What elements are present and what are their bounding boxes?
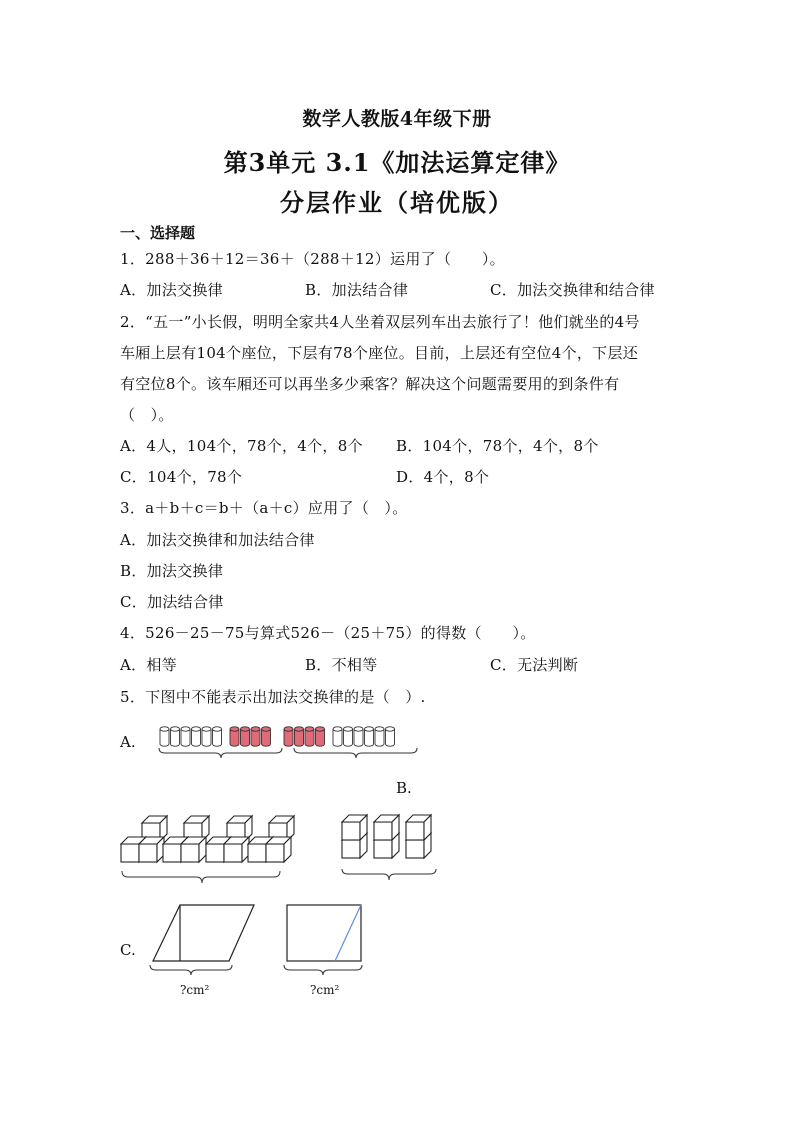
q2-stem-line-3: 有空位8个。该车厢还可以再坐多少乘客？解决这个问题需要用的到条件有 — [120, 375, 620, 393]
doc-subtitle: 分层作业（培优版） — [280, 188, 514, 217]
brace-rectangle — [284, 965, 362, 975]
q1-option-b: B．加法结合律 — [305, 281, 409, 299]
rectangle-shape — [287, 905, 361, 961]
q2-option-a: A．4人，104个，78个，4个，8个 — [120, 437, 363, 455]
q5-stem: 5．下图中不能表示出加法交换律的是（ ）. — [120, 688, 426, 706]
q4-option-a: A．相等 — [120, 656, 178, 674]
q2-stem-line-1: 2．“五一”小长假，明明全家共4人坐着双层列车出去旅行了！他们就坐的4号 — [120, 313, 640, 331]
q4-stem: 4．526－25－75与算式526－（25＋75）的得数（ ）。 — [120, 624, 536, 642]
q1-option-a: A．加法交换律 — [120, 281, 223, 299]
q3-stem: 3．a＋b＋c＝b＋（a＋c）应用了（ ）。 — [120, 499, 408, 517]
q2-stem-line-4: （ ）。 — [120, 406, 174, 424]
q5-label-b: B. — [396, 779, 412, 797]
parallelogram-shape — [153, 905, 254, 961]
q2-stem-line-2: 车厢上层有104个座位，下层有78个座位。目前，上层还有空位4个，下层还 — [120, 344, 639, 362]
q2-option-c: C．104个，78个 — [120, 468, 243, 486]
q5-label-a: A. — [120, 733, 136, 751]
area-caption-left: ?cm² — [180, 983, 210, 997]
q3-option-a: A．加法交换律和加法结合律 — [120, 531, 315, 549]
q3-option-c: C．加法结合律 — [120, 593, 224, 611]
q2-option-b: B．104个，78个，4个，8个 — [396, 437, 599, 455]
doc-title: 数学人教版4年级下册 — [302, 108, 492, 130]
q4-option-c: C．无法判断 — [490, 656, 579, 674]
q1-option-c: C．加法交换律和结合律 — [490, 281, 655, 299]
section-heading: 一、选择题 — [120, 224, 196, 242]
unit-title: 第3单元 3.1《加法运算定律》 — [223, 148, 571, 177]
q2-option-d: D．4个，8个 — [396, 468, 490, 486]
brace-parallelogram — [150, 965, 232, 975]
q1-stem: 1．288＋36＋12＝36＋（288＋12）运用了（ ）。 — [120, 250, 505, 268]
area-caption-right: ?cm² — [310, 983, 340, 997]
q3-option-b: B．加法交换律 — [120, 562, 224, 580]
q5-label-c: C. — [120, 941, 136, 959]
q4-option-b: B．不相等 — [305, 656, 378, 674]
